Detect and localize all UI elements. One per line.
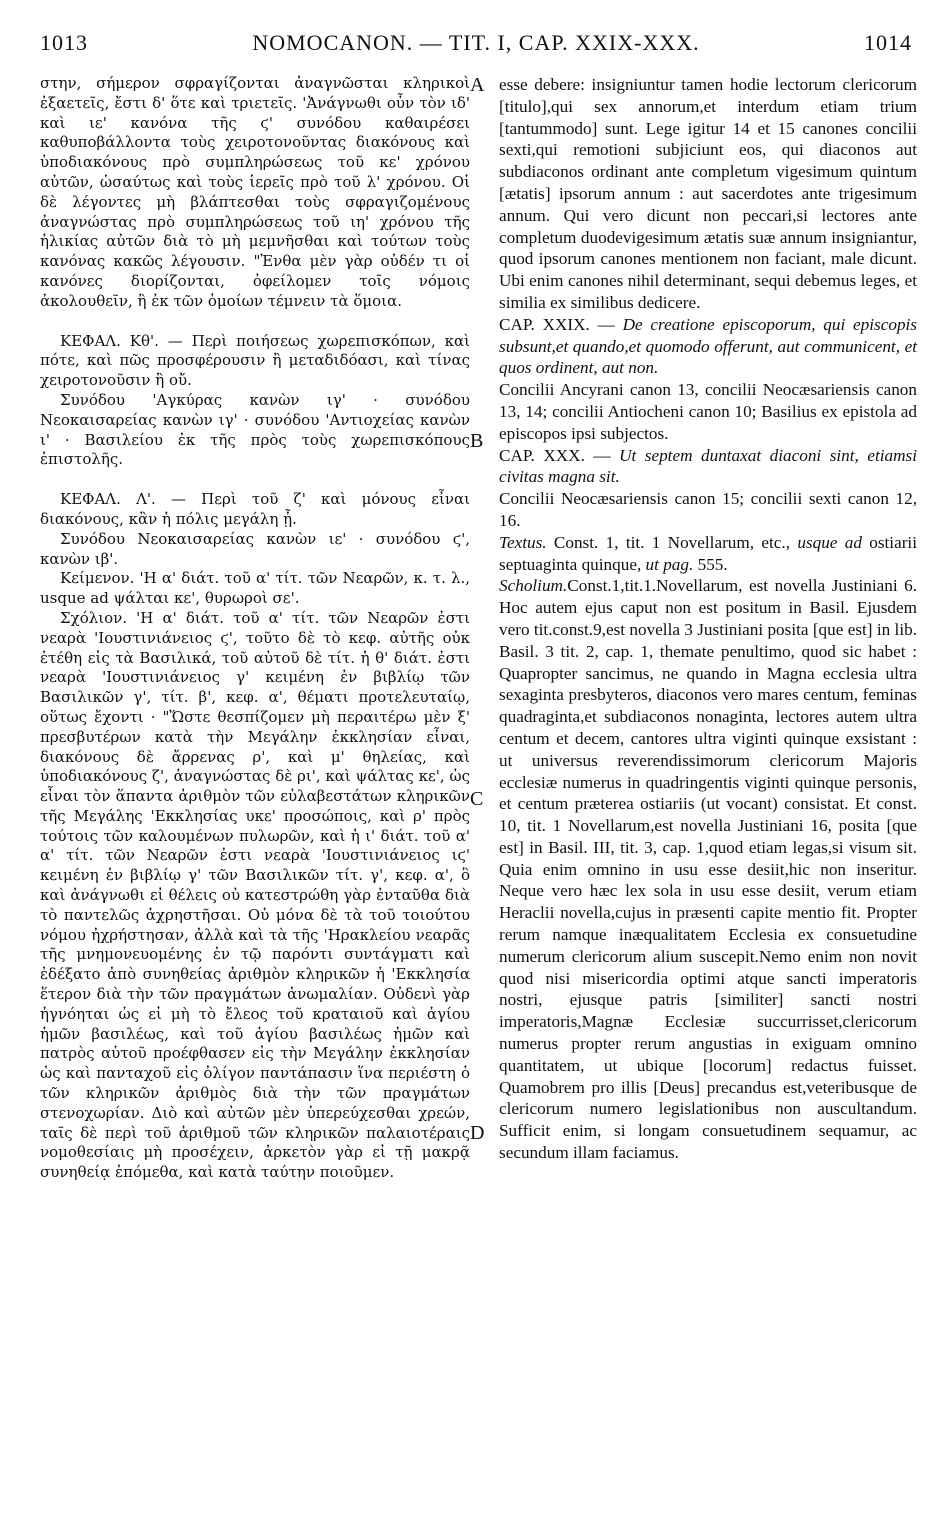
latin-textus-part-5: 555. [693, 554, 728, 574]
margin-marker-c: C [470, 788, 484, 810]
latin-chapter-30-sources: Concilii Neocæsariensis canon 15; concilii sexti canon 12, 16. [499, 489, 917, 530]
latin-chapter-29-sources: Concilii Ancyrani canon 13, concilii Neocæsariensis canon 13, 14; concilii Antiocheni canon 10; Basilius ex epistola ad episcopos ipsi subjectos. [499, 380, 917, 443]
latin-chapter-29-title: De creatione episcoporum, qui episcopis subsunt,et quando,et quomodo offerunt, aut communicent, et quos ordinent, aut non. [499, 314, 917, 378]
greek-scholium: Σχόλιον. 'Η α' διάτ. τοῦ α' τίτ. τῶν Νεαρῶν ἐστι νεαρὰ 'Ιουστινιάνειος ϛ', τοῦτο δὲ τὸ κεφ. αὐτῆς οὐκ ἐτέθη εἰς τὰ Βασιλικά, τοῦ αὐτοῦ δὲ τίτ. ἡ θ' διάτ. ἐστι νεαρὰ 'Ιουστινιάνειος γ' κειμένη ἐν βιβλίῳ τῶν Βασιλικῶν γ', τίτ. β', κεφ. α', θέματι προτελευταίῳ, οὕτως ἔχοντι · "Ὥστε θεσπίζομεν μὴ περαιτέρω μὲν ξ' πρεσβυτέρων κατὰ τὴν Μεγάλην ἐκκλησίαν εἶναι, διακόνους δὲ ἄρρενας ρ', καὶ μ' θηλείας, καὶ ὑποδιακόνους ζ', ἀναγνώστας δὲ ρι', καὶ ψάλτας κε', ὡς εἶναι τὸν ἅπαντα ἀριθμὸν τῶν εὐλαβεστάτων κληρικῶν τῆς Μεγάλης 'Εκκλησίας υκε' προσώποις, καὶ ρ' πρὸς τούτοις τῶν καλουμένων πυλωρῶν, καὶ ἡ ι' διάτ. τοῦ α' α' τίτ. τῶν Νεαρῶν ἐστι νεαρὰ 'Ιουστινιάνειος ιϛ' κειμένη ἐν βιβλίῳ γ' τῶν Βασιλικῶν τίτ. γ', κεφ. α', ὃ καὶ ἀνάγνωθι εἰ θέλεις οὐ κατεστρώθη γὰρ ἐνταῦθα διὰ τὸ παντελῶς ἀχρηστῆσαι. Οὐ μόνα δὲ τὰ τοῦ τοιούτου νόμου ἠχρήστησαν, ἀλλὰ καὶ τὰ τῆς 'Ηρακλείου νεαρᾶς τῆς μνημονευομένης ἐν τῷ παρόντι συντάγματι καὶ ἐδέξατο ἀπὸ συνηθείας ἀριθμὸν κληρικῶν ἡ 'Εκκλησία ἕτερον διὰ τὴν τῶν πραγμάτων ἀνωμαλίαν. Οὐδενὶ γὰρ ἠγνόηται ὡς εἰ μὴ τὸ ἔλεος τοῦ κραταιοῦ καὶ ἁγίου ἡμῶν βασιλέως, καὶ τοῦ ἁγίου βασιλέως ἡμῶν καὶ πατρὸς αὐτοῦ προέφθασεν εἰς τὴν Μεγάλην ἐκκλησίαν ὡς καὶ πανταχοῦ εἰς ὀλίγον παντάπασιν ἵνα περιέστη ὁ τῶν κληρικῶν ἀριθμὸς διὰ τὴν τῶν πραγμάτων στενοχωρίαν. Διὸ καὶ αὐτῶν μὲν ὑπερεύχεσθαι χρεών, ταῖς δὲ περὶ τοῦ ἀριθμοῦ τῶν κληρικῶν παλαιοτέραις νομοθεσίαις μὴ προσέχειν, ἀρκετὸν γὰρ εἰ τῇ μακρᾷ συνηθείᾳ ἑπόμεθα, καὶ κατὰ ταύτην ποιοῦμεν. [40, 608, 471, 1182]
latin-chapter-30-title: Ut septem duntaxat diaconi sint, etiamsi civitas magna sit. [499, 445, 918, 487]
latin-chapter-29-heading [499, 314, 917, 379]
greek-chapter-29-heading: ΚΕΦΑΛ. Κθ'. — Περὶ ποιήσεως χωρεπισκόπων, καὶ πότε, καὶ πῶς προσφέρουσιν ἢ μεταδιδόασι, καὶ τίνας χειροτονοῦσιν ἢ οὔ. [40, 331, 470, 390]
greek-textus: Κείμενον. 'Η α' διάτ. τοῦ α' τίτ. τῶν Νεαρῶν, κ. τ. λ., usque ad ψάλται κε', θυρωροὶ σε'. [40, 569, 470, 608]
latin-textus-part-1: Const. 1, tit. 1 Novellarum, etc., [546, 532, 798, 552]
latin-paragraph-1: esse debere: insigniuntur tamen hodie lectorum clericorum [titulo],qui sex annorum,et interdum etiam trium [tantummodo] sunt. Lege igitur 14 et 15 canones concilii sexti,qui remotioni subjiciunt eos, qui diaconos aut subdiaconos ordinant ante completum vigesimum quintum [ætatis] ipsorum annum : aut sacerdotes ante trigesimum annum. Qui vero dicunt non peccari,si lectores ante completum duodevigesimum ætatis suæ annum insigniantur, quod ipsorum canones mentionem non faciant, male dicunt. Ubi enim canones nihil determinant, sequi debemus leges, et similia ex similibus dedicere. [499, 75, 917, 312]
running-title: NOMOCANON. — TIT. I, CAP. XXIX-XXX. [252, 30, 700, 55]
greek-column [40, 74, 470, 1183]
latin-textus-part-2: usque ad [797, 532, 862, 552]
latin-column [499, 74, 917, 1164]
latin-scholium-label: Scholium. [499, 576, 568, 596]
latin-textus-label: Textus. [499, 532, 547, 552]
page-header [40, 30, 912, 70]
greek-paragraph-1: στην, σήμερον σφραγίζονται ἀναγνῶσται κληρικοὶ ἐξαετεῖς, ἔστι δ' ὅτε καὶ τριετεῖς. 'Ἀνάγνωθι οὖν τὸν ιδ' καὶ ιε' κανόνα τῆς ϛ' συνόδου καθαιρέσει καθυποβάλλοντα τοὺς χειροτονοῦντας διακόνους καὶ ὑποδιακόνους πρὸ συμπληρώσεως τοῦ κε' χρόνου αὐτῶν, ὡσαύτως καὶ τοὺς ἱερεῖς πρὸ τοῦ λ' χρόνου. Οἱ δὲ λέγοντες μὴ βλάπτεσθαι τοὺς σφραγιζομένους ἀναγνώστας πρὸ συμπληρώσεως τοῦ ιη' χρόνου τῆς ἡλικίας αὐτῶν διὰ τὸ μὴ μεμνῆσθαι καὶ τούτων τοὺς κανόνας κακῶς λέγουσιν. "Ἐνθα μὲν γὰρ οὐδέν τι οἱ κανόνες διορίζονται, ὀφείλομεν τοῖς νόμοις ἀκολουθεῖν, ἢ ἐκ τῶν ὁμοίων τέμνειν τὰ ὅμοια. [40, 74, 470, 310]
latin-textus [499, 532, 917, 576]
page-number-left: 1013 [40, 30, 88, 55]
greek-chapter-30-sources: Συνόδου Νεοκαισαρείας κανὼν ιε' · συνόδου ϛ', κανὼν ιβ'. [40, 529, 470, 568]
latin-chapter-30-label: CAP. XXX. — [499, 445, 620, 465]
margin-marker-b: B [470, 430, 484, 452]
latin-chapter-29-label: CAP. XXIX. — [499, 314, 623, 334]
greek-chapter-29-sources: Συνόδου 'Αγκύρας κανὼν ιγ' · συνόδου Νεοκαισαρείας κανὼν ιγ' · συνόδου 'Αντιοχείας κανὼν ι' · Βασιλείου ἐκ τῆς πρὸς τοὺς χωρεπισκόπους ἐπιστολῆς. [40, 390, 470, 469]
latin-textus-part-3: ostiarii septuaginta quinque, [499, 532, 917, 574]
margin-marker-a: A [470, 74, 485, 96]
page-number-right: 1014 [863, 30, 912, 55]
latin-scholium-text: Const.1,tit.1.Novellarum, est novella Justiniani 6. Hoc autem ejus caput non est positum in Basil. Ejusdem vero tit.const.9,est novella 3 Justiniani posita [que est] in lib. Basil. 3 tit. 2, cap. 1, themate penultimo, quod sic habet : Quapropter sancimus, ne quando in Magna ecclesia ultra sexaginta presbyteros, diaconos vero mares centum, feminas quadraginta,et subdiaconos nonaginta, lectores autem ultra centum et decem, cantores ultra viginti quinque exsistant : ut universus reverendissimorum clericorum Majoris ecclesiæ numerus in quadringentis viginti quinque personis, et centum præterea ostiariis (ut vocant) consistat. Et const. 10, tit. 1 Novellarum,est novella Justiniani 16, posita [que est] in Basil. III, tit. 3, cap. 1,quod etiam legas,si visum sit. Quia enim omnino in usu esse desiit,hic non inseritur. Neque vero hæc lex sola in usu esse desiit, verum etiam Heraclii novella,cujus in præsenti capite mentio fit. Propter rerum namque inæqualitatem Ecclesia ex consuetudine numerum clericorum alium suscepit.Nemo enim non novit quod nisi misericordia optimi atque sancti imperatoris nostri, ejusque patris [similiter] sancti nostri imperatoris,Magnæ Ecclesiæ succurrisset,clericorum numerus propter rerum angustias in exiguam omnino quantitatem, ut ubique [locorum] redactus fuisset. Quamobrem pro illis [Deus] precandus est,veteribusque de clericorum numero legislationibus non auscultandum. Sufficit enim, si longam consuetudinem sequamur, ac secundum illam faciamus. [499, 576, 917, 1163]
margin-marker-d: D [470, 1122, 485, 1144]
latin-scholium [499, 575, 917, 1164]
latin-chapter-30-heading [499, 445, 917, 489]
greek-chapter-30-heading: ΚΕΦΑΛ. Λ'. — Περὶ τοῦ ζ' καὶ μόνους εἶναι διακόνους, κἂν ἡ πόλις μεγάλη ᾖ. [40, 490, 470, 528]
latin-textus-part-4: ut pag. [645, 554, 694, 574]
